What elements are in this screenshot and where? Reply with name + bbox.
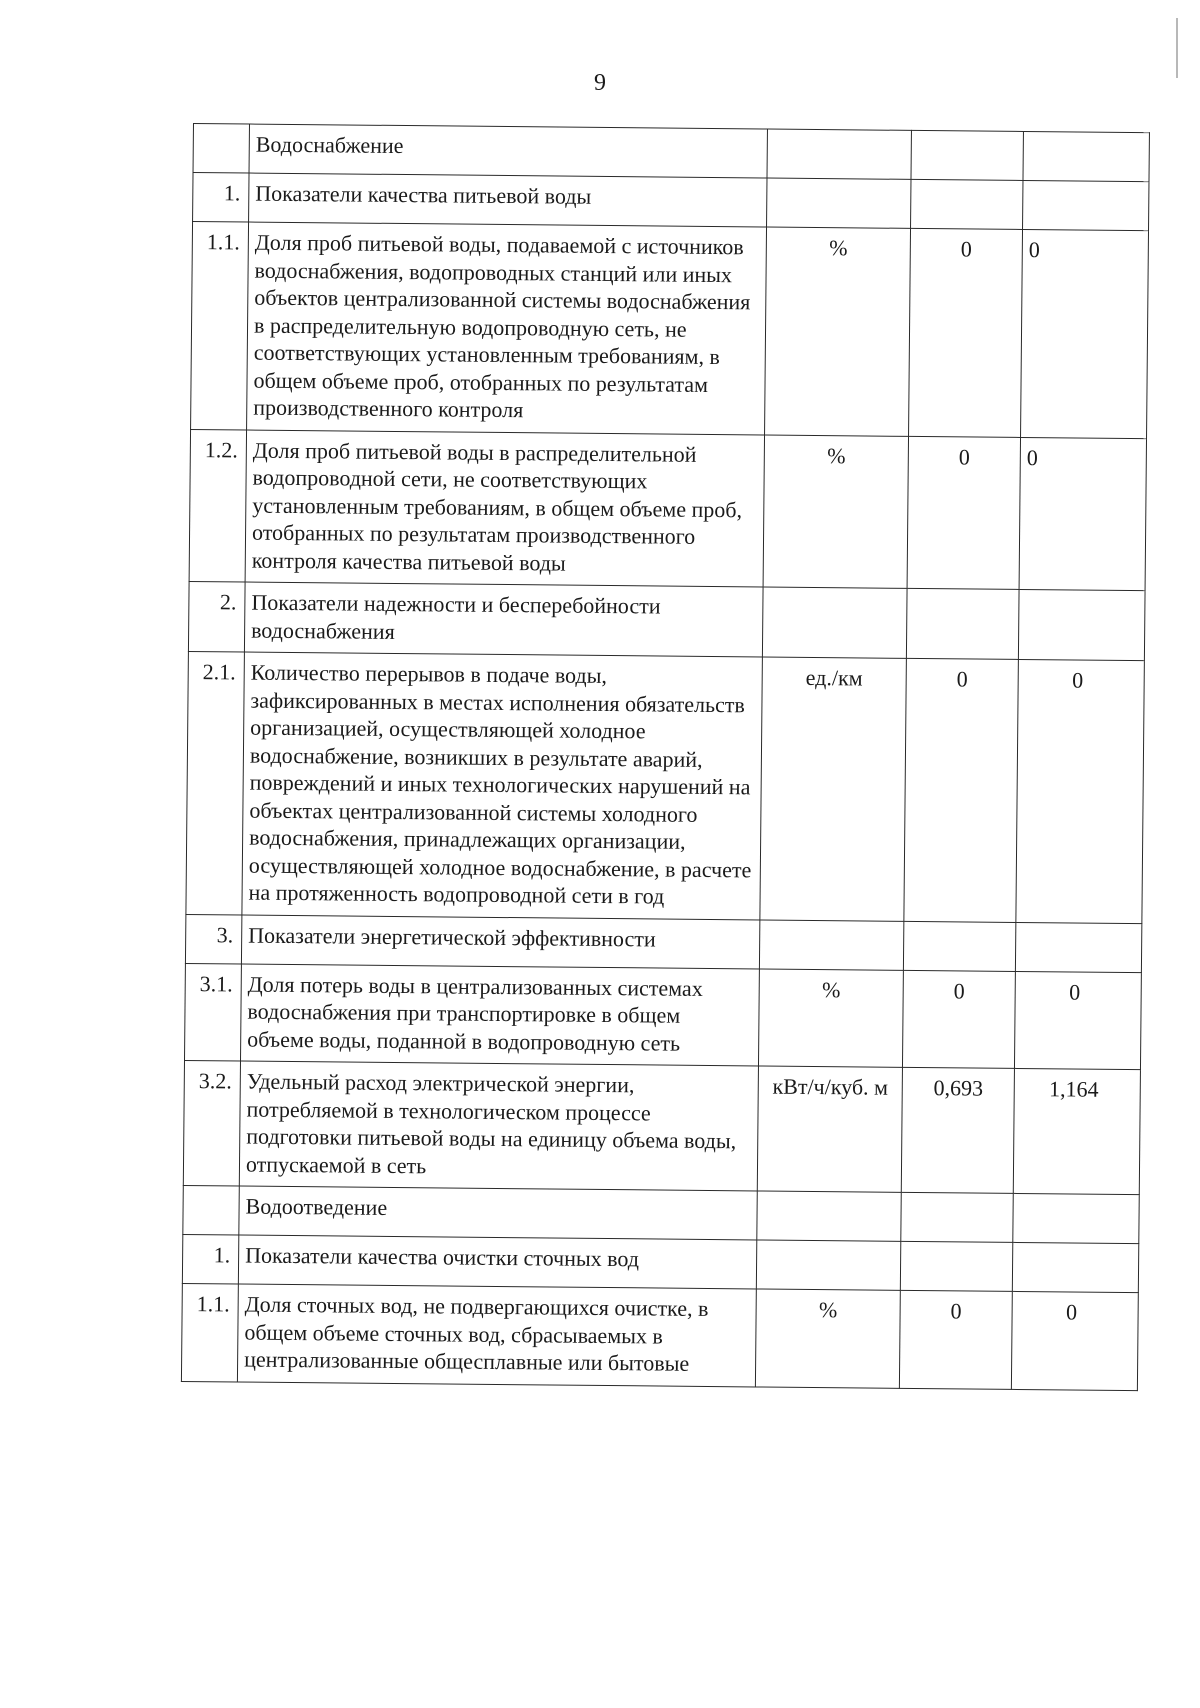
value-1-cell [900,1241,1012,1291]
unit-cell [767,178,911,228]
value-1-cell: 0 [909,228,1023,437]
value-1-cell: 0,693 [901,1067,1014,1193]
table-row [186,651,1144,923]
row-number [183,1185,239,1235]
row-number: 1.1. [181,1283,238,1381]
value-2-cell [1018,589,1145,660]
table-row [183,1060,1140,1194]
unit-cell [757,1191,901,1241]
unit-cell: % [758,968,903,1067]
unit-cell [756,1240,900,1290]
row-number: 1. [193,173,249,223]
scan-margin-mark [1176,18,1178,78]
value-2-cell: 1,164 [1013,1068,1140,1194]
indicator-text: Показатели качества очистки сточных вод [238,1235,756,1289]
row-number: 1. [182,1234,238,1284]
value-2-cell [1013,1193,1139,1243]
indicator-text: Показатели энергетической эффективности [241,915,759,969]
indicator-text: Водоотведение [239,1186,757,1240]
table-row [191,222,1149,439]
value-1-cell [911,130,1023,180]
value-2-cell [1015,922,1141,972]
value-2-cell [1023,180,1149,230]
value-1-cell: 0 [899,1290,1012,1389]
row-number: 1.2. [189,429,246,582]
value-1-cell [906,588,1019,659]
value-2-cell: 0 [1019,437,1146,591]
row-number: 3.2. [183,1060,240,1186]
table-row [185,963,1142,1070]
row-number: 3.1. [185,963,242,1061]
page-number: 9 [594,70,606,96]
unit-cell: кВт/ч/куб. м [757,1066,902,1192]
table-row [181,1283,1138,1390]
row-number: 3. [185,914,241,964]
indicator-text: Водоснабжение [249,124,767,178]
value-2-cell: 0 [1016,659,1145,923]
indicator-text: Доля сточных вод, не подвергающихся очистке, в общем объеме сточных вод, сбрасываемых в централизованные общесплавные или бытовые [237,1284,756,1386]
indicator-text: Доля проб питьевой воды, подаваемой с источников водоснабжения, водопроводных станций или иных объектов централизованной системы водоснабжения в распределительную водопроводную сеть, не соответствующих установленным требованиям, в общем объеме проб, отобранных по результатам производственного контроля [247,222,767,434]
value-1-cell [911,179,1023,229]
indicators-table-body [181,124,1149,1391]
value-1-cell [901,1192,1013,1242]
unit-cell: % [763,435,908,589]
indicator-text: Удельный расход электрической энергии, потребляемой в технологическом процессе подготовки питьевой воды на единицу объема воды, отпускаемой в сеть [239,1061,758,1191]
unit-cell: % [755,1289,900,1388]
value-2-cell: 0 [1014,971,1141,1070]
value-2-cell [1023,131,1149,181]
row-number: 2.1. [186,651,245,914]
row-number [193,124,249,174]
indicator-text: Доля проб питьевой воды в распределительной водопроводной сети, не соответствующих установленным требованиям, в общем объеме проб, отобранных по результатам производственного контроля качества питьевой воды [245,430,764,587]
value-1-cell: 0 [902,970,1015,1069]
value-2-cell: 0 [1021,229,1149,438]
value-2-cell: 0 [1011,1291,1138,1390]
indicator-text: Показатели надежности и бесперебойности водоснабжения [244,582,763,657]
indicator-text: Количество перерывов в подаче воды, зафиксированных в местах исполнения обязательств организацией, осуществляющей холодное водоснабжение, возникших в результате аварий, повреждений и иных технологических нарушений на объектах централизованной системы холодного водоснабжения, принадлежащих организации, осуществляющей холодное водоснабжение, в расчете на протяженность водопроводной сети в год [242,652,762,919]
indicators-table [181,123,1150,1391]
value-1-cell: 0 [904,658,1019,922]
value-2-cell [1012,1242,1138,1292]
row-number: 2. [188,581,245,652]
unit-cell [759,919,903,969]
value-1-cell [903,921,1015,971]
indicator-text: Показатели качества питьевой воды [249,173,767,227]
unit-cell: % [765,227,911,436]
row-number: 1.1. [191,222,249,430]
value-1-cell: 0 [907,436,1020,590]
unit-cell [762,587,907,658]
unit-cell [767,129,911,179]
section-row [188,581,1145,660]
table-row [189,429,1146,591]
indicator-text: Доля потерь воды в централизованных системах водоснабжения при транспортировке в общем объеме воды, поданной в водопроводную сеть [240,964,759,1066]
unit-cell: ед./км [760,657,907,921]
